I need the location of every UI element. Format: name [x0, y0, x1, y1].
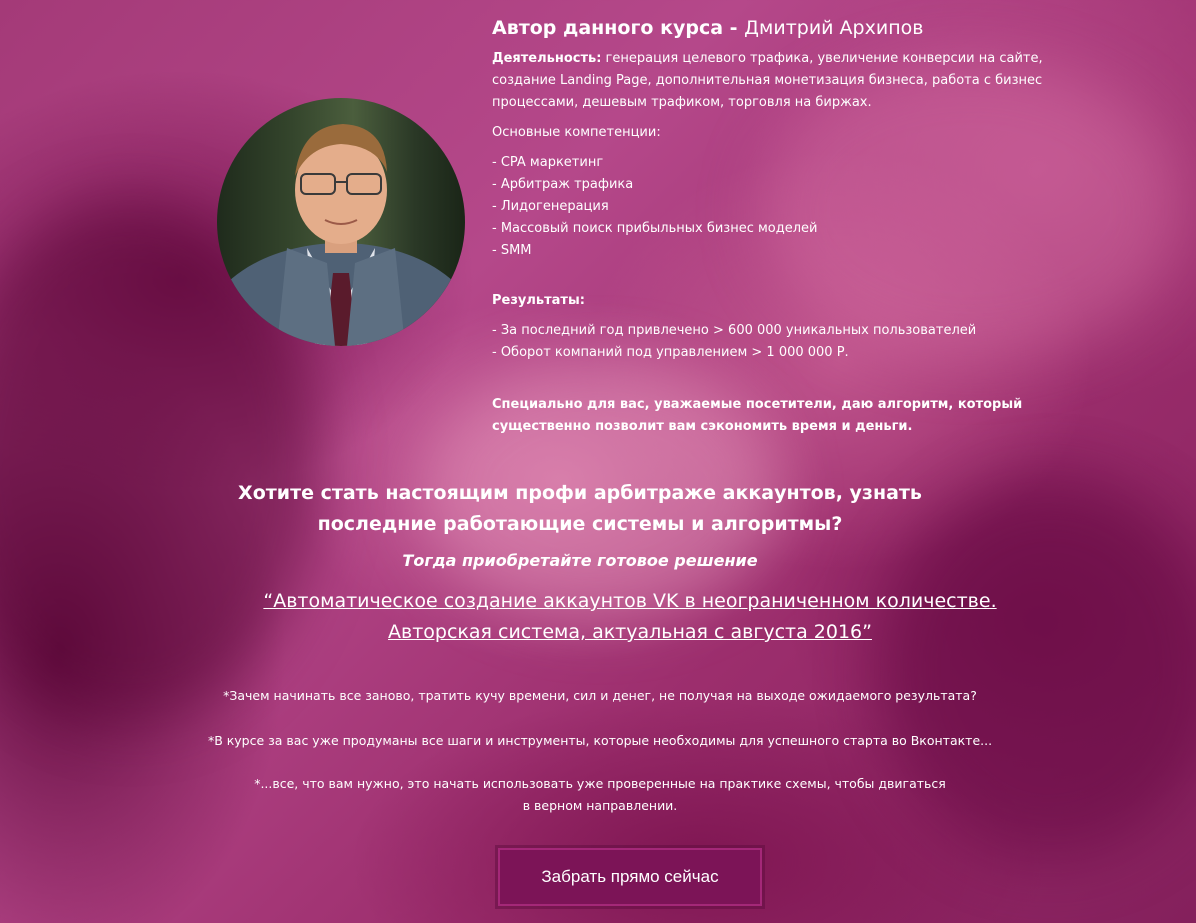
promo-subtitle: Тогда приобретайте готовое решение — [402, 551, 758, 570]
list-item: - Лидогенерация — [492, 199, 609, 214]
course-title-link[interactable]: “Автоматическое создание аккаунтов VK в неограниченном количестве. Авторская система, актуальная с августа 2016” — [263, 590, 997, 643]
author-offer: Специально для вас, уважаемые посетители, даю алгоритм, который существенно позволит вам сэкономить время и деньги. — [492, 397, 1023, 434]
list-item: - За последний год привлечено > 600 000 уникальных пользователей — [492, 323, 977, 338]
author-activity — [492, 48, 1052, 114]
author-section — [492, 16, 1052, 438]
list-item: - Арбитраж трафика — [492, 177, 634, 192]
promo-question: Хотите стать настоящим профи арбитраже аккаунтов, узнать последние работающие системы и алгоритмы? — [238, 482, 922, 535]
results-list — [492, 320, 1052, 364]
promo-note: *В курсе за вас уже продуманы все шаги и инструменты, которые необходимы для успешного старта во Вконтакте... — [207, 733, 993, 748]
activity-text: генерация целевого трафика, увеличение конверсии на сайте, создание Landing Page, дополнительная монетизация бизнеса, работа с бизнес процессами, дешевым трафиком, торговля на биржах. — [492, 51, 1043, 110]
promo-note: *Зачем начинать все заново, тратить кучу времени, сил и денег, не получая на выходе ожидаемого результата? — [223, 688, 977, 703]
author-photo — [217, 98, 465, 346]
promo-note: *...все, что вам нужно, это начать использовать уже проверенные на практике схемы, чтобы двигаться в верном направлении. — [254, 776, 946, 813]
competencies-label: Основные компетенции: — [492, 125, 661, 140]
activity-label: Деятельность: — [492, 51, 602, 66]
results-label: Результаты: — [492, 293, 585, 308]
competencies-list — [492, 152, 1052, 262]
list-item: - Оборот компаний под управлением > 1 000 000 Р. — [492, 345, 849, 360]
author-title — [492, 16, 1052, 40]
list-item: - CPA маркетинг — [492, 155, 604, 170]
get-now-button[interactable]: Забрать прямо сейчас — [498, 848, 762, 906]
list-item: - Массовый поиск прибыльных бизнес моделей — [492, 221, 818, 236]
author-name: Дмитрий Архипов — [744, 17, 924, 39]
author-title-prefix: Автор данного курса - — [492, 17, 745, 39]
list-item: - SMM — [492, 243, 532, 258]
